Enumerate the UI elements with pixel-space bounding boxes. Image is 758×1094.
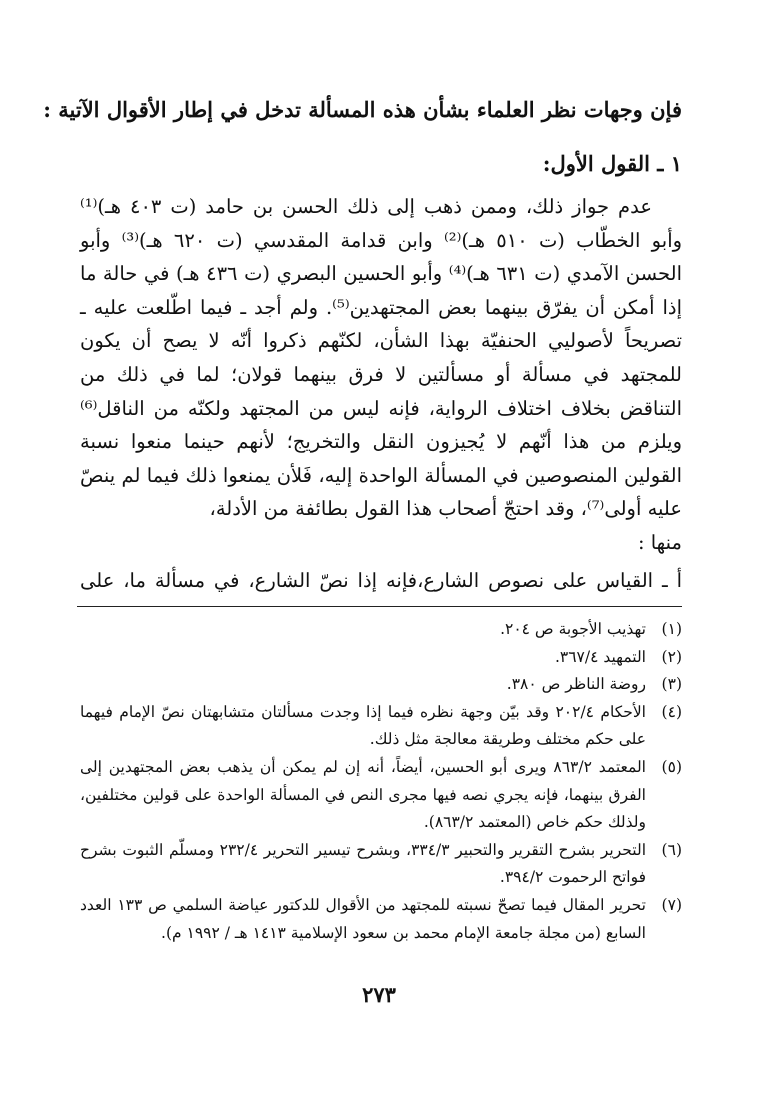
footnotes-list <box>80 616 682 947</box>
footnote-text: الأحكام ٢٠٢/٤ وقد بيّن وجهة نظره فيما إذا وجدت مسألتان متشابهتان نصّ الإمام فيهما على حكم مختلف وطريقة معالجة مثل ذلك. <box>80 702 646 749</box>
page-number: ٢٧٣ <box>362 982 396 1007</box>
footnote <box>80 616 682 644</box>
footnote-number: (١) <box>661 620 682 638</box>
footnote <box>80 837 682 892</box>
footnote-divider <box>77 606 682 607</box>
footnote-number: (٤) <box>661 702 682 721</box>
footnote <box>80 644 682 672</box>
intro-line: فإن وجهات نظر العلماء بشأن هذه المسألة تدخل في إطار الأقوال الآتية : <box>43 97 682 122</box>
footnote-text: روضة الناظر ص ٣٨٠. <box>506 675 646 694</box>
footnote <box>80 754 682 837</box>
footnote-number: (٣) <box>661 675 682 694</box>
paragraph-text: عدم جواز ذلك، وممن ذهب إلى ذلك الحسن بن حامد (ت ٤٠٣ هـ)⁽¹⁾ وأبو الخطّاب (ت ٥١٠ هـ)⁽²⁾ وابن قدامة المقدسي (ت ٦٢٠ هـ)⁽³⁾ وأبو الحسن الآمدي (ت ٦٣١ هـ)⁽⁴⁾ وأبو الحسين البصري (ت ٤٣٦ هـ) في حالة ما إذا أمكن أن يفرّق بينهما بعض المجتهدين⁽⁵⁾. ولم أجد ـ فيما اطّلعت عليه ـ تصريحاً لأصوليي الحنفيّة بهذا الشأن، لكنّهم ذكروا أنّه لا يصح أن يكون للمجتهد في مسألة أو مسألتين لا فرق بينهما قولان؛ لما في ذلك من التناقض بخلاف اختلاف الرواية، فإنه ليس من المجتهد ولكنّه من الناقل⁽⁶⁾ ويلزم من هذا أنّهم لا يُجيزون النقل والتخريج؛ لأنهم حينما منعوا نسبة القولين المنصوصين في المسألة الواحدة إليه، فَلأن يمنعوا ذلك فيما لم ينصّ عليه أولى⁽⁷⁾، وقد احتجّ أصحاب هذا القول بطائفة من الأدلة، <box>80 195 683 521</box>
footnote-text: التمهيد ٣٦٧/٤. <box>554 647 646 666</box>
footnote-number: (٧) <box>661 895 682 914</box>
footnote-number: (٦) <box>661 840 682 859</box>
section-heading: ١ ـ القول الأول: <box>542 151 682 176</box>
footnote-number: (٢) <box>661 647 682 666</box>
footnote <box>80 699 682 754</box>
footnote-text: تحرير المقال فيما تصحّ نسبته للمجتهد من الأقوال للدكتور عياضة السلمي ص ١٣٣ العدد السابع (من مجلة جامعة الإمام محمد بن سعود الإسلامية ١٤١٣ هـ / ١٩٩٢ م). <box>80 895 646 942</box>
footnote-text: تهذيب الأجوبة ص ٢٠٤. <box>500 620 646 638</box>
footnote-text: المعتمد ٨٦٣/٢ ويرى أبو الحسين، أيضاً، أنه إن لم يمكن أن يذهب بعض المجتهدين إلى الفرق بينهما، فإنه يجري نصه فيها مجرى النص في المسألة الواحدة على قولين مختلفين، ولذلك حكم خاص (المعتمد ٨٦٣/٢). <box>80 757 646 832</box>
paragraph-end: منها : <box>637 530 682 554</box>
main-paragraph <box>80 190 682 560</box>
list-item-a: أ ـ القياس على نصوص الشارع،فإنه إذا نصّ الشارع، في مسألة ما، على <box>80 569 682 592</box>
footnote-text: التحرير بشرح التقرير والتحبير ٣٣٤/٣، وبشرح تيسير التحرير ٢٣٢/٤ ومسلّم الثبوت بشرح فواتح الرحموت ٣٩٤/٢. <box>80 840 647 887</box>
footnote <box>80 671 682 699</box>
footnote <box>80 892 682 947</box>
footnote-number: (٥) <box>661 757 682 776</box>
